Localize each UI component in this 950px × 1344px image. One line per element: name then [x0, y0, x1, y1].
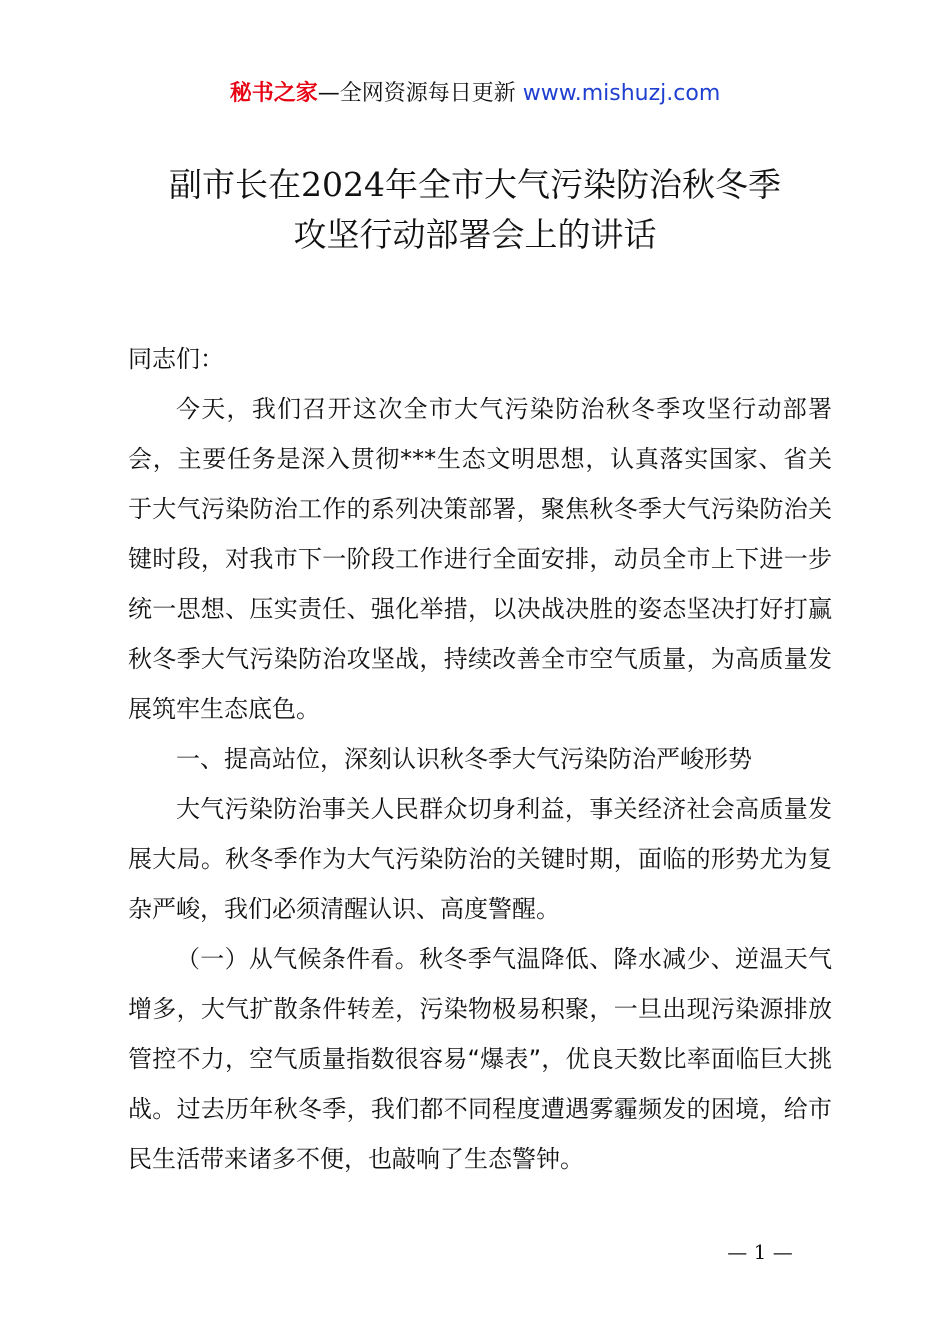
site-header [0, 78, 950, 110]
brand-name: 秘书之家 [229, 81, 318, 106]
header-tagline: —全网资源每日更新 [317, 81, 523, 106]
paragraph-intro: 今天，我们召开这次全市大气污染防治秋冬季攻坚行动部署会，主要任务是深入贯彻***生态文明思想，认真落实国家、省关于大气污染防治工作的系列决策部署，聚焦秋冬季大气污染防治关键时段，对我市下一阶段工作进行全面安排，动员全市上下进一步统一思想、压实责任、强化举措，以决战决胜的姿态坚决打好打赢秋冬季大气污染防治攻坚战，持续改善全市空气质量，为高质量发展筑牢生态底色。 [128, 395, 832, 723]
paragraph-section-1: 大气污染防治事关人民群众切身利益，事关经济社会高质量发展大局。秋冬季作为大气污染防治的关键时期，面临的形势尤为复杂严峻，我们必须清醒认识、高度警醒。 [128, 795, 832, 923]
title-line-1: 副市长在2024年全市大气污染防治秋冬季 [169, 165, 781, 204]
paragraph-subsection-1: （一）从气候条件看。秋冬季气温降低、降水减少、逆温天气增多，大气扩散条件转差，污染物极易积聚，一旦出现污染源排放管控不力，空气质量指数很容易“爆表”，优良天数比率面临巨大挑战。过去历年秋冬季，我们都不同程度遭遇雾霾频发的困境，给市民生活带来诸多不便，也敲响了生态警钟。 [128, 945, 832, 1173]
section-heading-1: 一、提高站位，深刻认识秋冬季大气污染防治严峻形势 [176, 745, 752, 773]
document-title [80, 160, 870, 260]
salutation: 同志们： [128, 345, 224, 373]
site-url-link[interactable]: www.mishuzj.com [522, 81, 721, 106]
page-number: — 1 — [727, 1240, 793, 1264]
document-body [128, 334, 832, 1184]
title-line-2: 攻坚行动部署会上的讲话 [293, 215, 657, 254]
